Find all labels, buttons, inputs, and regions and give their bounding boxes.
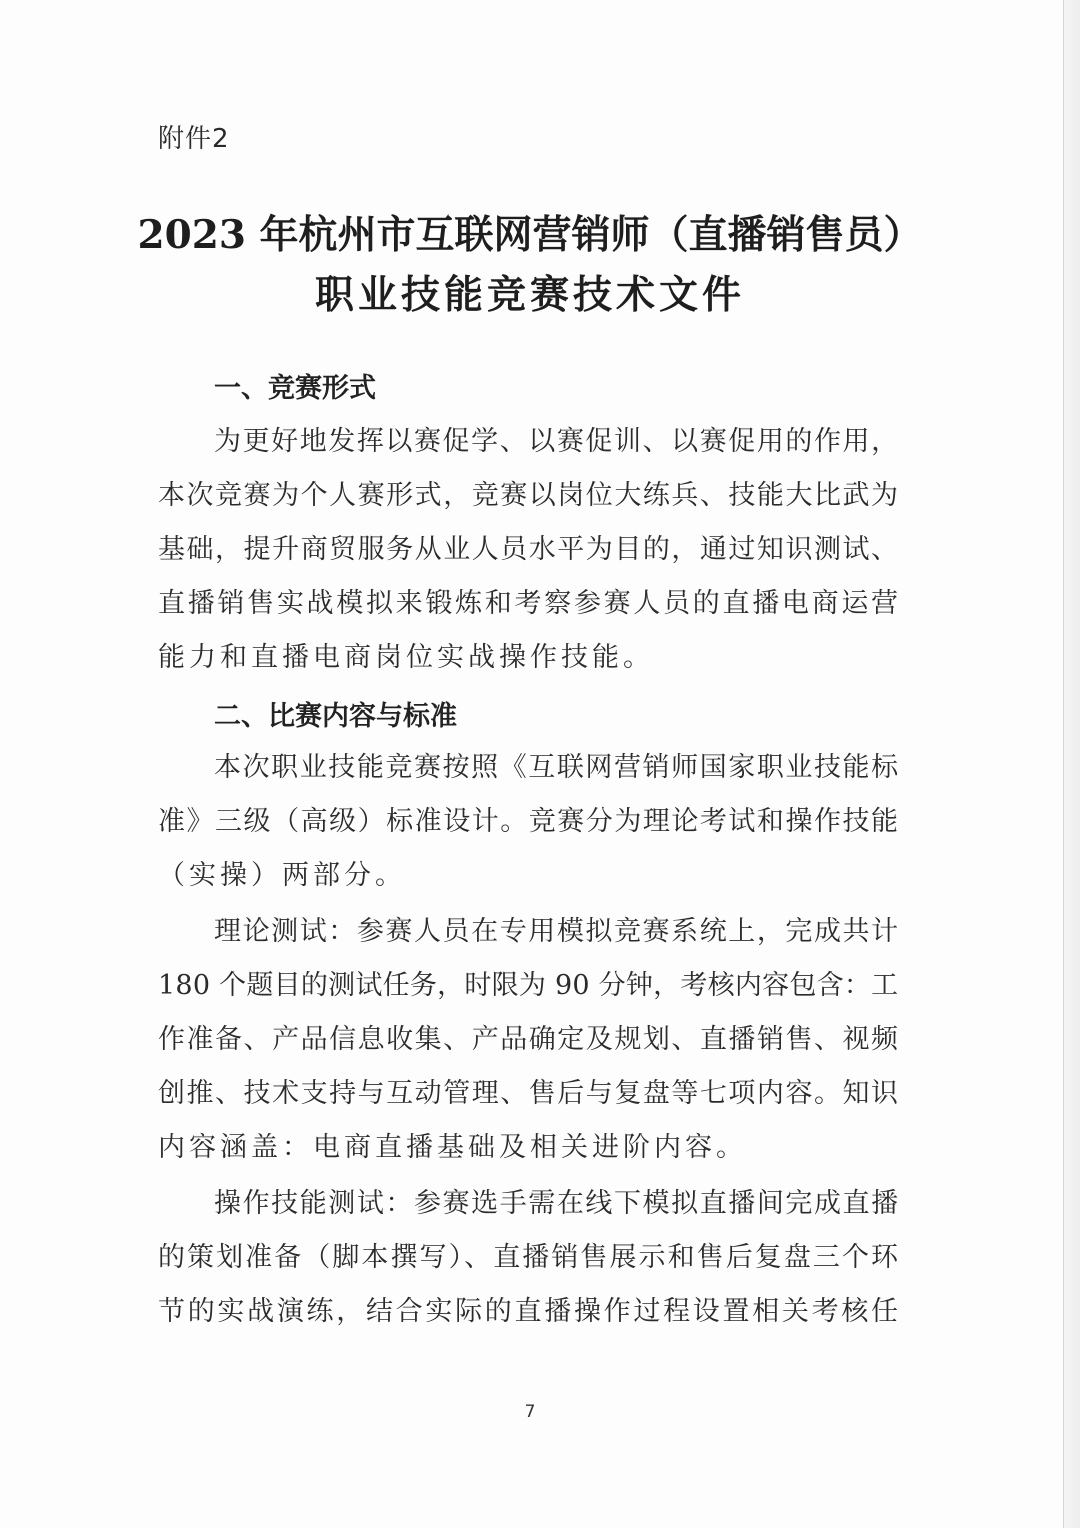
paragraph-line: 准》三级（高级）标准设计。竞赛分为理论考试和操作技能 bbox=[158, 806, 900, 837]
paragraph-line: 操作技能测试：参赛选手需在线下模拟直播间完成直播 bbox=[214, 1188, 900, 1219]
scan-edge-line bbox=[1063, 0, 1064, 1528]
scan-edge-band bbox=[1064, 0, 1080, 1528]
paragraph-line: 创推、技术支持与互动管理、售后与复盘等七项内容。知识 bbox=[158, 1078, 900, 1109]
paragraph-line: 本次竞赛为个人赛形式，竞赛以岗位大练兵、技能大比武为 bbox=[158, 480, 900, 511]
paragraph-line: 理论测试：参赛人员在专用模拟竞赛系统上，完成共计 bbox=[214, 916, 900, 947]
paragraph-line: 基础，提升商贸服务从业人员水平为目的，通过知识测试、 bbox=[158, 534, 900, 565]
document-title-line-1: 2023 年杭州市互联网营销师（直播销售员） bbox=[137, 212, 923, 258]
attachment-label: 附件2 bbox=[158, 124, 230, 154]
paragraph-line: 180 个题目的测试任务，时限为 90 分钟，考核内容包含：工 bbox=[158, 970, 899, 1001]
paragraph-line: 作准备、产品信息收集、产品确定及规划、直播销售、视频 bbox=[158, 1024, 900, 1055]
paragraph-line: 的策划准备（脚本撰写）、直播销售展示和售后复盘三个环 bbox=[158, 1242, 901, 1273]
paragraph-line: 节的实战演练，结合实际的直播操作过程设置相关考核任 bbox=[158, 1296, 901, 1327]
paragraph-line-last: 内容涵盖：电商直播基础及相关进阶内容。 bbox=[158, 1132, 747, 1163]
paragraph-line: 直播销售实战模拟来锻炼和考察参赛人员的直播电商运营 bbox=[158, 588, 901, 619]
paragraph-line: 本次职业技能竞赛按照《互联网营销师国家职业技能标 bbox=[214, 752, 900, 783]
document-title-line-2: 职业技能竞赛技术文件 bbox=[314, 272, 745, 318]
page-number: 7 bbox=[524, 1402, 536, 1422]
section-heading-content-standards: 二、比赛内容与标准 bbox=[214, 701, 457, 732]
paragraph-line-last: （实操）两部分。 bbox=[158, 860, 406, 891]
paragraph-line-last: 能力和直播电商岗位实战操作技能。 bbox=[158, 642, 654, 673]
paragraph-line: 为更好地发挥以赛促学、以赛促训、以赛促用的作用， bbox=[214, 426, 900, 457]
section-heading-competition-format: 一、竞赛形式 bbox=[214, 373, 376, 404]
